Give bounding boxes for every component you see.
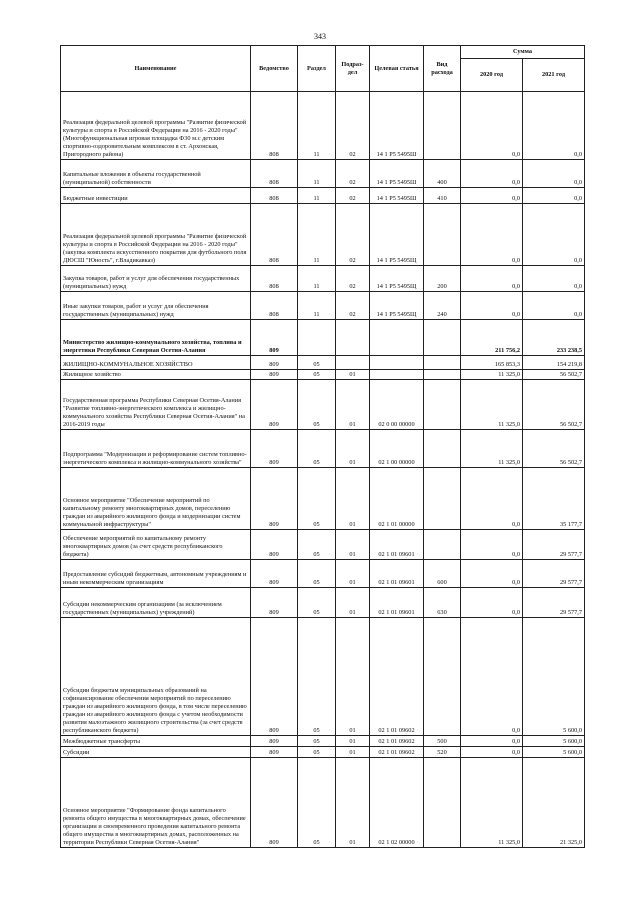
cell-2021: 233 238,5 xyxy=(523,320,585,356)
cell-section: 05 xyxy=(298,356,336,370)
cell-name: Капитальные вложения в объекты государственной (муниципальной) собственности xyxy=(61,160,251,188)
cell-2021: 29 577,7 xyxy=(523,530,585,560)
table-row xyxy=(61,736,585,747)
cell-subsection: 01 xyxy=(336,758,370,848)
cell-name: Бюджетные инвестиции xyxy=(61,188,251,204)
header-year-2020: 2020 год xyxy=(461,59,523,92)
table-row xyxy=(61,160,585,188)
cell-target: 02 1 02 00000 xyxy=(370,758,424,848)
cell-expense xyxy=(424,320,461,356)
cell-subsection: 01 xyxy=(336,380,370,430)
cell-section: 11 xyxy=(298,188,336,204)
cell-2020: 165 853,3 xyxy=(461,356,523,370)
cell-2021: 5 600,0 xyxy=(523,618,585,736)
cell-2020: 0,0 xyxy=(461,468,523,530)
cell-name: Субсидии xyxy=(61,747,251,758)
cell-dept: 809 xyxy=(251,588,298,618)
cell-subsection: 01 xyxy=(336,747,370,758)
cell-expense: 400 xyxy=(424,160,461,188)
cell-target xyxy=(370,370,424,380)
cell-2021: 0,0 xyxy=(523,204,585,266)
cell-name: Жилищное хозяйство xyxy=(61,370,251,380)
cell-2020: 211 756,2 xyxy=(461,320,523,356)
cell-expense xyxy=(424,380,461,430)
cell-expense xyxy=(424,370,461,380)
header-dept: Ведомство xyxy=(251,46,298,92)
cell-2021: 154 219,8 xyxy=(523,356,585,370)
cell-2021: 35 177,7 xyxy=(523,468,585,530)
cell-dept: 808 xyxy=(251,160,298,188)
cell-target: 02 1 01 09601 xyxy=(370,560,424,588)
cell-expense xyxy=(424,356,461,370)
cell-expense: 500 xyxy=(424,736,461,747)
cell-dept: 809 xyxy=(251,736,298,747)
cell-2020: 0,0 xyxy=(461,92,523,160)
table-row xyxy=(61,758,585,848)
cell-expense xyxy=(424,430,461,468)
cell-2020: 0,0 xyxy=(461,292,523,320)
cell-expense: 630 xyxy=(424,588,461,618)
cell-2021: 29 577,7 xyxy=(523,588,585,618)
cell-2020: 0,0 xyxy=(461,188,523,204)
cell-subsection: 01 xyxy=(336,468,370,530)
cell-expense xyxy=(424,92,461,160)
cell-expense: 410 xyxy=(424,188,461,204)
cell-target xyxy=(370,320,424,356)
table-row xyxy=(61,292,585,320)
table-row xyxy=(61,618,585,736)
cell-2020: 0,0 xyxy=(461,560,523,588)
cell-dept: 809 xyxy=(251,380,298,430)
cell-section: 05 xyxy=(298,588,336,618)
table-row xyxy=(61,588,585,618)
cell-2021: 5 600,0 xyxy=(523,747,585,758)
table-row xyxy=(61,356,585,370)
cell-2020: 11 325,0 xyxy=(461,758,523,848)
budget-table xyxy=(60,45,585,848)
cell-subsection: 02 xyxy=(336,92,370,160)
cell-name: Закупка товаров, работ и услуг для обеспечения государственных (муниципальных) нужд xyxy=(61,266,251,292)
cell-target: 02 1 01 09602 xyxy=(370,736,424,747)
cell-2021: 21 325,0 xyxy=(523,758,585,848)
cell-dept: 809 xyxy=(251,430,298,468)
cell-section: 05 xyxy=(298,560,336,588)
header-year-2021: 2021 год xyxy=(523,59,585,92)
cell-2021: 29 577,7 xyxy=(523,560,585,588)
cell-target: 02 1 01 09601 xyxy=(370,530,424,560)
cell-2021: 0,0 xyxy=(523,266,585,292)
cell-dept: 808 xyxy=(251,92,298,160)
cell-name: ЖИЛИЩНО-КОММУНАЛЬНОЕ ХОЗЯЙСТВО xyxy=(61,356,251,370)
table-row xyxy=(61,468,585,530)
cell-name: Субсидии некоммерческим организациям (за исключением государственных (муниципальных) учреждений) xyxy=(61,588,251,618)
cell-expense xyxy=(424,204,461,266)
cell-2020: 0,0 xyxy=(461,530,523,560)
cell-2021: 56 502,7 xyxy=(523,380,585,430)
table-row xyxy=(61,266,585,292)
table-row xyxy=(61,530,585,560)
cell-subsection: 01 xyxy=(336,588,370,618)
cell-section xyxy=(298,320,336,356)
cell-name: Предоставление субсидий бюджетным, автономным учреждениям и иным некоммерческим организациям xyxy=(61,560,251,588)
cell-section: 05 xyxy=(298,468,336,530)
cell-expense: 240 xyxy=(424,292,461,320)
table-row xyxy=(61,188,585,204)
cell-section: 05 xyxy=(298,758,336,848)
cell-name: Субсидии бюджетам муниципальных образований на софинансирование обеспечения мероприятий по переселению граждан из аварийного жилищного фонда, в том числе переселению граждан из аварийного жилищного фонда с учетом необходимости развития малоэтажного жилищного строительства (за счет средств республиканского бюджета) xyxy=(61,618,251,736)
cell-target: 14 1 Р5 5495Ш xyxy=(370,160,424,188)
cell-section: 05 xyxy=(298,747,336,758)
cell-section: 11 xyxy=(298,204,336,266)
cell-section: 11 xyxy=(298,292,336,320)
cell-section: 05 xyxy=(298,430,336,468)
cell-name: Реализация федеральной целевой программы "Развитие физической культуры и спорта в Российской Федерации на 2016 - 2020 годы"(закупка комплекта искусственного покрытия для футбольного поля ДЮСШ "Юность", г.Владикавказ) xyxy=(61,204,251,266)
cell-name: Министерство жилищно-коммунального хозяйства, топлива и энергетики Республики Северная Осетия-Алания xyxy=(61,320,251,356)
header-subsection: Подраз-дел xyxy=(336,46,370,92)
cell-subsection: 02 xyxy=(336,292,370,320)
table-row xyxy=(61,320,585,356)
cell-2020: 0,0 xyxy=(461,588,523,618)
table-row xyxy=(61,560,585,588)
cell-target: 02 1 01 09602 xyxy=(370,618,424,736)
header-target: Целевая статья xyxy=(370,46,424,92)
cell-section: 05 xyxy=(298,530,336,560)
cell-expense: 520 xyxy=(424,747,461,758)
cell-section: 11 xyxy=(298,160,336,188)
cell-subsection: 01 xyxy=(336,560,370,588)
cell-dept: 808 xyxy=(251,266,298,292)
header-sum: Сумма xyxy=(461,46,585,59)
cell-dept: 808 xyxy=(251,204,298,266)
cell-name: Реализация федеральной целевой программы "Развитие физической культуры и спорта в Российской Федерации на 2016 - 2020 годы"(Многофункциональная игровая площадка Ф30 м.с детским спортивно-оздоровительным комплексом в ст. Архонская, Пригородного района) xyxy=(61,92,251,160)
cell-2020: 0,0 xyxy=(461,160,523,188)
cell-name: Основное мероприятие "Обеспечение мероприятий по капитальному ремонту многоквартирных домов, переселению граждан из аварийного жилищного фонда и модернизации систем коммунальной инфраструктуры" xyxy=(61,468,251,530)
cell-name: Основное мероприятие "Формирование фонда капитального ремонта общего имущества в многоквартирных домах, обеспечение организации и своевременного проведения капитального ремонта общего имущества в многоквартирных домах, расположенных на территории Республики Северная Осетия-Алания" xyxy=(61,758,251,848)
cell-section: 05 xyxy=(298,370,336,380)
cell-section: 05 xyxy=(298,618,336,736)
cell-2020: 0,0 xyxy=(461,204,523,266)
cell-expense xyxy=(424,468,461,530)
cell-2021: 0,0 xyxy=(523,188,585,204)
cell-dept: 809 xyxy=(251,560,298,588)
cell-expense xyxy=(424,618,461,736)
cell-target: 14 1 Р5 5495Ш xyxy=(370,188,424,204)
cell-dept: 809 xyxy=(251,468,298,530)
cell-target: 14 1 Р5 5495Щ xyxy=(370,292,424,320)
cell-target: 14 1 Р5 5495Щ xyxy=(370,204,424,266)
table-row xyxy=(61,747,585,758)
cell-dept: 809 xyxy=(251,618,298,736)
cell-section: 11 xyxy=(298,266,336,292)
cell-2021: 0,0 xyxy=(523,160,585,188)
cell-dept: 809 xyxy=(251,530,298,560)
cell-2020: 0,0 xyxy=(461,618,523,736)
header-name: Наименование xyxy=(61,46,251,92)
table-row xyxy=(61,204,585,266)
cell-dept: 809 xyxy=(251,370,298,380)
cell-section: 05 xyxy=(298,736,336,747)
cell-dept: 809 xyxy=(251,356,298,370)
table-row xyxy=(61,430,585,468)
cell-target: 02 1 01 09601 xyxy=(370,588,424,618)
table-body xyxy=(61,92,585,848)
table-row xyxy=(61,92,585,160)
cell-subsection: 02 xyxy=(336,188,370,204)
cell-name: Межбюджетные трансферты xyxy=(61,736,251,747)
cell-expense: 600 xyxy=(424,560,461,588)
table-row xyxy=(61,370,585,380)
cell-target: 14 1 Р5 5495Щ xyxy=(370,266,424,292)
cell-2021: 0,0 xyxy=(523,292,585,320)
cell-target: 02 1 00 00000 xyxy=(370,430,424,468)
cell-target: 02 0 00 00000 xyxy=(370,380,424,430)
cell-target xyxy=(370,356,424,370)
cell-subsection: 02 xyxy=(336,160,370,188)
cell-section: 11 xyxy=(298,92,336,160)
cell-subsection: 02 xyxy=(336,204,370,266)
cell-2020: 11 325,0 xyxy=(461,430,523,468)
cell-target: 02 1 01 09602 xyxy=(370,747,424,758)
cell-expense: 200 xyxy=(424,266,461,292)
cell-2020: 11 325,0 xyxy=(461,370,523,380)
cell-subsection xyxy=(336,320,370,356)
page-number: 343 xyxy=(314,32,326,41)
cell-dept: 808 xyxy=(251,188,298,204)
cell-subsection xyxy=(336,356,370,370)
header-section: Раздел xyxy=(298,46,336,92)
cell-target: 14 1 Р5 5495Ш xyxy=(370,92,424,160)
cell-subsection: 01 xyxy=(336,736,370,747)
cell-dept: 809 xyxy=(251,320,298,356)
cell-2020: 0,0 xyxy=(461,266,523,292)
cell-section: 05 xyxy=(298,380,336,430)
cell-subsection: 01 xyxy=(336,530,370,560)
cell-2021: 56 502,7 xyxy=(523,370,585,380)
cell-target: 02 1 01 00000 xyxy=(370,468,424,530)
cell-dept: 809 xyxy=(251,747,298,758)
cell-subsection: 01 xyxy=(336,370,370,380)
cell-2021: 56 502,7 xyxy=(523,430,585,468)
cell-name: Обеспечение мероприятий по капитальному ремонту многоквартирных домов (за счет средств республиканского бюджета) xyxy=(61,530,251,560)
cell-2021: 5 600,0 xyxy=(523,736,585,747)
cell-expense xyxy=(424,758,461,848)
cell-subsection: 01 xyxy=(336,430,370,468)
cell-dept: 809 xyxy=(251,758,298,848)
cell-subsection: 01 xyxy=(336,618,370,736)
cell-name: Подпрограмма "Модернизация и реформирование систем топливно-энергетического комплекса и жилищно-коммунального хозяйства" xyxy=(61,430,251,468)
cell-name: Иные закупки товаров, работ и услуг для обеспечения государственных (муниципальных) нужд xyxy=(61,292,251,320)
cell-2020: 0,0 xyxy=(461,747,523,758)
cell-2020: 0,0 xyxy=(461,736,523,747)
cell-expense xyxy=(424,530,461,560)
cell-2020: 11 325,0 xyxy=(461,380,523,430)
cell-dept: 808 xyxy=(251,292,298,320)
cell-name: Государственная программа Республики Северная Осетия-Алания "Развитие топливно-энергетического комплекса и жилищно-коммунального хозяйства Республики Северная Осетия-Алания" на 2016-2019 годы xyxy=(61,380,251,430)
header-expense: Вид расхода xyxy=(424,46,461,92)
cell-2021: 0,0 xyxy=(523,92,585,160)
table-row xyxy=(61,380,585,430)
cell-subsection: 02 xyxy=(336,266,370,292)
